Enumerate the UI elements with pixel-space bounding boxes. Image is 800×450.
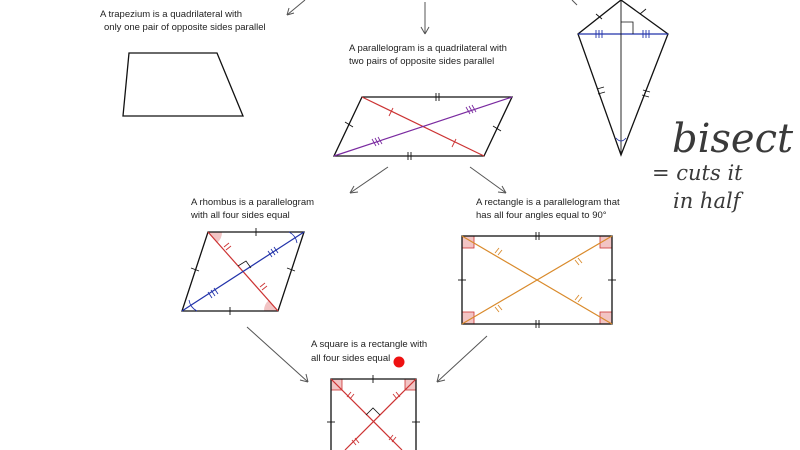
pointer-cursor (394, 357, 405, 368)
rectangle-caption-line1: A rectangle is a parallelogram that (476, 197, 620, 208)
arrow-rectangle-to-square (437, 336, 487, 382)
kite-right-angle-mark (621, 22, 633, 34)
rhombus-caption-line1: A rhombus is a parallelogram (191, 197, 315, 208)
rhombus-figure (182, 197, 314, 315)
arrow-to-kite (572, 0, 577, 5)
trapezium-figure (100, 9, 266, 116)
parallelogram-figure (334, 43, 512, 160)
kite-figure (578, 0, 668, 155)
rhombus-diagonal-blue (182, 232, 304, 311)
square-diagonal-ticks (347, 392, 400, 445)
kite-shape (578, 0, 668, 155)
square-caption-line1: A square is a rectangle with (311, 339, 428, 350)
parallelogram-purple-ticks (372, 105, 476, 146)
arrow-to-rectangle (470, 167, 506, 193)
arrow-to-rhombus (350, 167, 388, 193)
handwriting-in-half: in half (673, 189, 741, 213)
square-corner-marks (331, 379, 416, 390)
parallelogram-caption-line1: A parallelogram is a quadrilateral with (349, 43, 507, 54)
arrow-rhombus-to-square (247, 327, 308, 382)
rhombus-blue-ticks (208, 247, 278, 298)
trapezium-caption-line2: only one pair of opposite sides parallel (104, 22, 266, 33)
handwriting-cuts-it: = cuts it (652, 161, 743, 185)
rectangle-diagonal-ticks (495, 248, 582, 312)
trapezium-caption-line1: A trapezium is a quadrilateral with (100, 9, 243, 20)
trapezium-shape (123, 53, 243, 116)
parallelogram-diagonal-purple (334, 97, 512, 156)
handwritten-note (652, 116, 794, 213)
handwriting-bisect: bisect (672, 116, 794, 162)
rectangle-figure (458, 197, 620, 328)
rectangle-caption-line2: has all four angles equal to 90° (476, 210, 607, 221)
arrow-to-trapezium (287, 0, 305, 15)
square-figure (311, 339, 427, 450)
square-right-angle-mark (366, 408, 380, 415)
rhombus-caption-line2: with all four sides equal (191, 210, 290, 221)
square-shape (331, 379, 416, 450)
square-caption-line2: all four sides equal (311, 353, 391, 364)
parallelogram-caption-line2: two pairs of opposite sides parallel (349, 56, 495, 67)
rhombus-red-ticks (224, 243, 267, 290)
parallelogram-red-ticks (389, 108, 456, 147)
